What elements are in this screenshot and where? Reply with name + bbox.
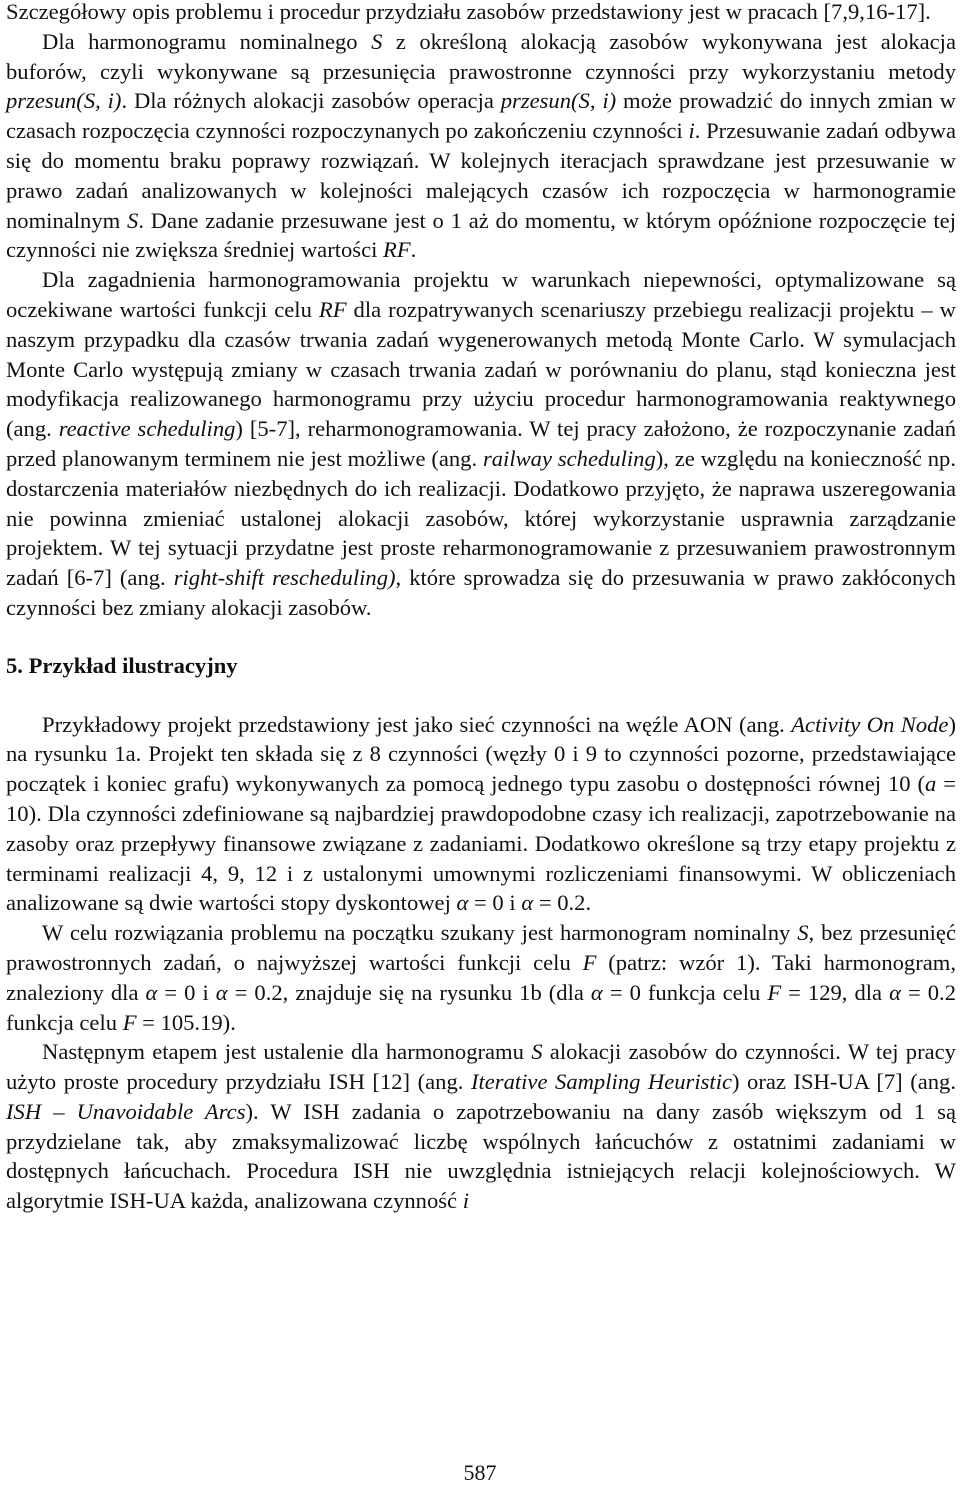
italic-text: Iterative Sampling Heuristic <box>470 1069 732 1095</box>
text-run: . Dane zadanie przesuwane jest o 1 aż do momentu, w którym opóźnione rozpoczęcie tej czynności nie zwiększa średniej wartości <box>6 207 956 263</box>
paragraph <box>6 710 956 919</box>
text-run: Przykładowy projekt przedstawiony jest jako sieć czynności na węźle AON (ang. <box>42 711 792 737</box>
italic-text: S <box>797 920 809 946</box>
text-run: ) na rysunku 1a. Projekt ten składa się z 8 czynności (węzły 0 i 9 to czynności pozorne, przedstawiające początek i koniec grafu) wykonywanych za pomocą jednego typu zasobu o dostępności równej 10 ( <box>6 711 956 797</box>
italic-text: railway scheduling <box>482 445 656 471</box>
italic-text: α <box>889 979 901 1005</box>
paragraph <box>6 0 956 27</box>
italic-text: przesun(S, i) <box>500 88 617 114</box>
italic-text: reactive scheduling <box>58 416 236 442</box>
text-run: może prowadzić do innych zmian w czasach rozpoczęcia czynności rozpoczynanych po zakończeniu czynności <box>6 88 956 144</box>
italic-text: Activity On Node <box>791 711 949 737</box>
text-run: = 0.2 funkcja celu <box>6 979 956 1035</box>
body-text-before-heading <box>6 0 956 623</box>
italic-text: a <box>925 771 937 797</box>
italic-text: right-shift rescheduling) <box>173 565 396 591</box>
text-run: z określoną alokacją zasobów wykonywana jest alokacja buforów, czyli wykonywane są przesunięcia prawostronne czynności przy wykorzystaniu metody <box>6 28 956 84</box>
text-run: = 0 funkcja celu <box>602 979 768 1005</box>
text-run: W celu rozwiązania problemu na początku szukany jest harmonogram nominalny <box>42 920 798 946</box>
text-run: ) oraz ISH-UA [7] (ang. <box>732 1069 956 1095</box>
text-run: = 10). Dla czynności zdefiniowane są najbardziej prawdopodobne czasy ich realizacji, zapotrzebowanie na zasoby oraz przepływy finansowe związane z zadaniami. Dodatkowo określone są trzy etapy projektu z terminami realizacji 4, 9, 12 i z ustalonymi umownymi rozliczeniami finansowymi. W obliczeniach analizowane są dwie wartości stopy dyskontowej <box>6 771 956 916</box>
body-text-after-heading <box>6 710 956 1217</box>
text-run: , które sprowadza się do przesuwania w prawo zakłóconych czynności bez zmiany alokacji zasobów. <box>6 565 956 620</box>
text-run: Dla harmonogramu nominalnego <box>42 28 372 54</box>
italic-text: α <box>590 979 603 1005</box>
italic-text: S <box>531 1039 543 1065</box>
paragraph <box>6 918 956 1037</box>
paragraph <box>6 265 956 623</box>
paragraph <box>6 1037 956 1216</box>
italic-text: F <box>767 979 782 1005</box>
text-run: . Dla różnych alokacji zasobów operacja <box>121 88 501 114</box>
italic-text: α <box>456 890 469 916</box>
italic-text: przesun(S, i) <box>6 88 122 114</box>
text-run: , bez przesunięć prawostronnych zadań, o najwyższej wartości funkcji celu <box>6 920 956 975</box>
text-run: = 0.2. <box>533 890 592 916</box>
text-run: . <box>410 237 417 263</box>
text-run: (patrz: wzór 1). Taki harmonogram, znaleziony dla <box>6 949 956 1005</box>
italic-text: RF <box>318 296 347 322</box>
italic-text: S <box>371 28 383 54</box>
paragraph <box>6 27 956 265</box>
italic-text: S <box>127 207 139 233</box>
italic-text: α <box>215 979 228 1005</box>
italic-text: i <box>462 1188 470 1214</box>
italic-text: α <box>521 890 534 916</box>
text-run: = 0.2, znajduje się na rysunku 1b (dla <box>227 979 591 1005</box>
text-run: ). W ISH zadania o zapotrzebowaniu na dany zasób większym od 1 są przydzielane tak, aby zmaksymalizować liczbę wspólnych łańcuchów z ostatnimi zadaniami w dostępnych łańcuchach. Procedura ISH nie uwzględnia istniejących relacji kolejnościowych. W algorytmie ISH-UA każda, analizowana czynność <box>6 1098 956 1214</box>
italic-text: ISH – Unavoidable Arcs <box>6 1098 246 1124</box>
italic-text: F <box>122 1009 137 1035</box>
italic-text: i <box>688 118 695 144</box>
text-run: = 0 i <box>468 890 522 916</box>
text-run: = 0 i <box>157 979 216 1005</box>
text-run: . Przesuwanie zadań odbywa się do momentu braku poprawy rozwiązań. W kolejnych iteracjach sprawdzane jest przesuwanie w prawo zadań analizowanych w kolejności malejących czasów ich rozpoczęcia w harmonogramie nominalnym <box>6 118 956 233</box>
italic-text: F <box>582 949 597 975</box>
text-run: = 105.19). <box>136 1009 236 1035</box>
italic-text: RF <box>383 237 411 263</box>
text-run: Następnym etapem jest ustalenie dla harmonogramu <box>42 1039 532 1065</box>
text-run: ), ze względu na konieczność np. dostarczenia materiałów niezbędnych do ich realizacji. Dodatkowo przyjęto, że naprawa uszeregowania nie powinna zmieniać ustalonej alokacji zasobów, której wykorzystanie usprawnia zarządzanie projektem. W tej sytuacji przydatne jest proste reharmonogramowanie z przesuwaniem prawostronnym zadań [6-7] (ang. <box>6 445 956 591</box>
section-heading: 5. Przykład ilustracyjny <box>6 652 238 678</box>
text-run: alokacji zasobów do czynności. W tej pracy użyto proste procedury przydziału ISH [12] (ang. <box>6 1039 956 1095</box>
text-run: ) [5-7], reharmonogramowania. W tej pracy założono, że rozpoczynanie zadań przed planowanym terminem nie jest możliwe (ang. <box>6 416 956 471</box>
text-run: Szczegółowy opis problemu i procedur przydziału zasobów przedstawiony jest w pracach [7,9,16-17]. <box>6 0 931 24</box>
italic-text: α <box>145 979 158 1005</box>
text-run: dla rozpatrywanych scenariuszy przebiegu realizacji projektu – w naszym przypadku dla czasów trwania zadań wygenerowanych metodą Monte Carlo. W symulacjach Monte Carlo występują zmiany w czasach trwania zadań w porównaniu do planu, stąd konieczna jest modyfikacja realizowanego harmonogramu przy użyciu procedur harmonogramowania reaktywnego (ang. <box>6 296 956 442</box>
text-run: Dla zagadnienia harmonogramowania projektu w warunkach niepewności, optymalizowane są oczekiwane wartości funkcji celu <box>6 267 956 322</box>
text-run: = 129, dla <box>781 979 890 1005</box>
page-number: 587 <box>463 1460 497 1485</box>
